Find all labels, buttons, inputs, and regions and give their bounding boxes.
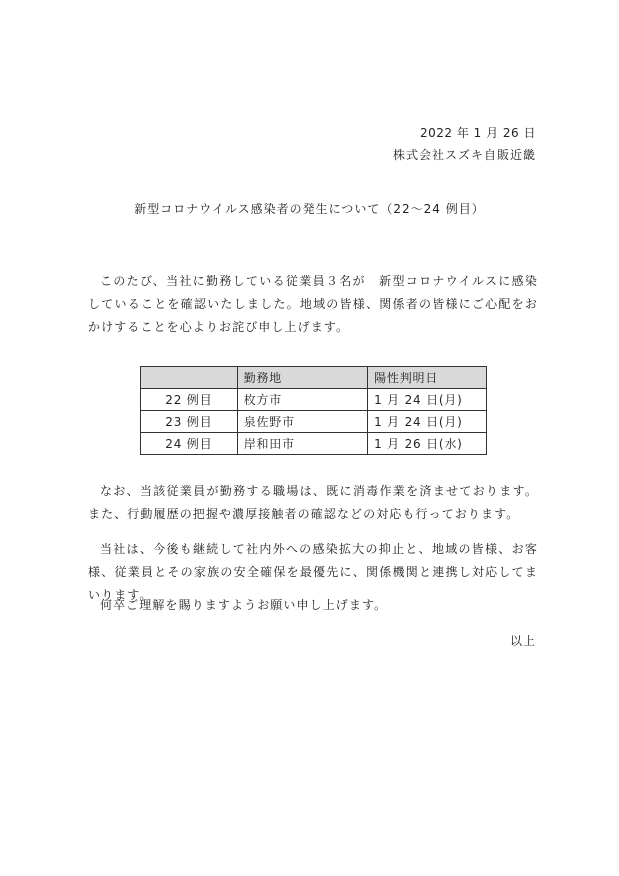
table-row — [141, 389, 487, 411]
closing-mark: 以上 — [509, 634, 536, 648]
table-row — [141, 411, 487, 433]
workplace-cell: 泉佐野市 — [237, 411, 367, 433]
table-header-positive-date: 陽性判明日 — [368, 367, 487, 389]
table-header-workplace: 勤務地 — [237, 367, 367, 389]
case-number-cell: 22 例目 — [141, 389, 238, 411]
disinfection-paragraph: なお、当該従業員が勤務する職場は、既に消毒作業を済ませております。また、行動履歴の把握や濃厚接触者の確認などの対応も行っております。 — [88, 484, 538, 521]
company-name: 株式会社スズキ自販近畿 — [392, 148, 536, 162]
workplace-cell: 岸和田市 — [237, 433, 367, 455]
positive-date-cell: 1 月 26 日(水) — [368, 433, 487, 455]
intro-paragraph: このたび、当社に勤務している従業員３名が 新型コロナウイルスに感染していることを確認いたしました。地域の皆様、関係者の皆様にご心配をおかけすることを心よりお詫び申し上げます。 — [88, 274, 538, 334]
table-header-case — [141, 367, 238, 389]
positive-date-cell: 1 月 24 日(月) — [368, 411, 487, 433]
table-row — [141, 433, 487, 455]
case-number-cell: 24 例目 — [141, 433, 238, 455]
positive-date-cell: 1 月 24 日(月) — [368, 389, 487, 411]
document-title: 新型コロナウイルス感染者の発生について（22～24 例目） — [134, 202, 485, 216]
prevention-paragraph: 当社は、今後も継続して社内外への感染拡大の抑止と、地域の皆様、お客様、従業員とその家族の安全確保を最優先に、関係機関と連携し対応してまいります。 — [88, 542, 538, 602]
workplace-cell: 枚方市 — [237, 389, 367, 411]
case-number-cell: 23 例目 — [141, 411, 238, 433]
issue-date: 2022 年 1 月 26 日 — [419, 126, 536, 140]
table-header-row — [141, 367, 487, 389]
request-paragraph: 何卒ご理解を賜りますようお願い申し上げます。 — [100, 598, 388, 612]
cases-table — [140, 366, 487, 455]
